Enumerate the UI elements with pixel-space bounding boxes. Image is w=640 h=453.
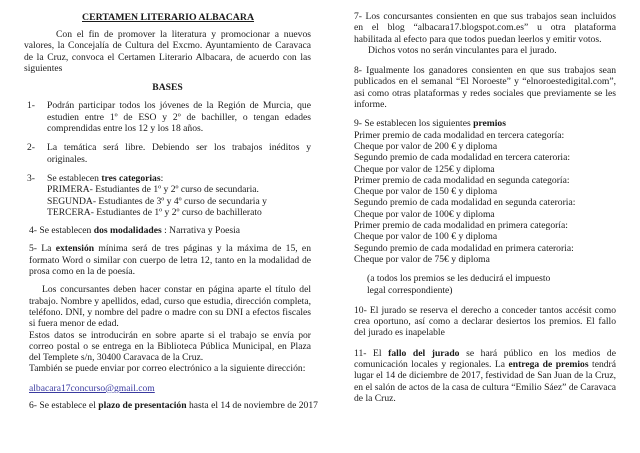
rule-number: 3- [27, 172, 35, 184]
rule-text-prefix: Se establecen [47, 172, 102, 184]
prize-line: Primer premio de cada modalidad en primera categoría: [354, 220, 568, 232]
tax-note: (a todos los premios se les deducirá el impuesto legal correspondiente) [367, 273, 551, 296]
document-title: CERTAMEN LITERARIO ALBACARA [82, 12, 255, 23]
modalities-emphasis: dos modalidades [93, 225, 162, 237]
rule-text-prefix: 4- Se establecen [29, 225, 94, 237]
extension-emphasis: extensión [55, 243, 95, 255]
prizes-emphasis: premios [473, 118, 506, 130]
rule-text: Podrán participar todos los jóvenes de la Región de Murcia, que estudien entre 1º de ESO y 2º de bachiller, o tengan edades comprendidas entre los 12 y los 18 años. [47, 100, 311, 135]
rule-11 [354, 348, 616, 404]
rule-10: 10- El jurado se reserva el derecho a conceder tantos accésit como crea oportuno, así como a declarar desiertos los premios. El fallo del jurado es inapelable [354, 304, 616, 339]
rule-text-suffix: : Narrativa y Poesia [161, 225, 241, 237]
prize-line: Cheque por valor de 200 € y diploma [354, 140, 498, 152]
rule-7 [354, 11, 616, 56]
rule-number: 2- [27, 142, 35, 154]
rule-text-suffix: : [160, 172, 164, 184]
rule-text [354, 118, 616, 129]
category-primera: PRIMERA- Estudiantes de 1º y 2º curso de secundaria. [47, 184, 259, 196]
email-note: También se puede enviar por correo electrónico a la siguiente dirección: [29, 363, 306, 375]
rule-text: La temática será libre. Debiendo ser los trabajos inéditos y originales. [47, 142, 311, 165]
left-column [24, 29, 318, 412]
intro-text: Con el fin de promover la literatura y promocionar a nuevos valores, la Concejalía de Cultura del Excmo. Ayuntamiento de Caravaca de la Cruz, convoca el Certamen Literario Albacara, de acuerdo con las siguientes [24, 29, 311, 74]
category-segunda: SEGUNDA- Estudiantes de 3º y 4º curso de secundaria y [47, 195, 267, 207]
rule-2 [27, 142, 311, 165]
rule-text-suffix: tendrá lugar el 14 de diciembre de 2017, festividad de San Juan de la Cruz, en el salón de actos de la casa de cultura “Emilio Sáez” de Caravaca de la Cruz. [354, 359, 617, 404]
category-tercera: TERCERA- Estudiantes de 1º y 2º curso de bachillerato [47, 206, 262, 218]
rule-text-prefix: 11- El [354, 347, 389, 359]
rule-number: 1- [27, 100, 35, 112]
right-column [354, 11, 616, 404]
prize-line: Segundo premio de cada modalidad en segunda cateroria: [354, 197, 576, 209]
email-link[interactable]: albacara17concurso@gmail.com [29, 382, 155, 394]
rule-text [47, 173, 311, 184]
participants-note-text: Los concursantes deben hacer constar en página aparte el título del trabajo. Nombre y apellidos, edad, curso que estudia, dirección completa, teléfono. DNI, y nombre del padre o madre con su DNI a efectos fiscales si fuera menor de edad. [29, 284, 311, 330]
votes-note: Dichos votos no serán vinculantes para el jurado. [368, 44, 557, 56]
jury-decision-emphasis: fallo del jurado [388, 347, 460, 359]
rule-text-suffix: hasta el 14 de noviembre de 2017 [186, 400, 318, 412]
submission-note: Estos datos se introducirán en sobre aparte si el trabajo se envía por correo postal o se entrega en la Biblioteca Pública Municipal, en Plaza del Templete s/n, 30400 Caravaca de la Cruz. [29, 329, 311, 364]
rule-text-prefix: 6- Se establece el [29, 400, 99, 412]
rule-text: 7- Los concursantes consienten en que sus trabajos sean incluidos en el blog “albacara17.blogspot.com.es” u otra plataforma habilitada al efecto para que todos puedan leerlos y emitir votos. [354, 11, 616, 45]
award-ceremony-emphasis: entrega de premios [508, 359, 589, 371]
rule-4 [29, 225, 311, 236]
prize-line: Primer premio de cada modalidad en segunda categoría: [354, 174, 570, 186]
prize-line: Cheque por valor de 125€ y diploma [354, 163, 495, 175]
prize-line: Segundo premio de cada modalidad en tercera cateroria: [354, 152, 571, 164]
rule-9 [354, 118, 616, 295]
prize-line: Segundo premio de cada modalidad en primera cateroria: [354, 242, 574, 254]
rule-text-suffix: mínima será de tres páginas y la máxima de 15, en formato Word o similar con cuerpo de letra 12, tanto en la modalidad de prosa como en la de poesía. [29, 243, 311, 278]
prize-line: Cheque por valor de 100 € y diploma [354, 231, 498, 243]
rule-6 [29, 400, 318, 412]
prize-line: Cheque por valor de 75€ y diploma [354, 253, 490, 265]
prize-line: Cheque por valor de 150 € y diploma [354, 186, 498, 198]
participants-note [29, 284, 311, 329]
categories-emphasis: tres categorias [101, 172, 161, 184]
rule-text-prefix: 5- La [29, 243, 56, 255]
deadline-emphasis: plazo de presentación [98, 400, 187, 412]
intro-paragraph [24, 29, 311, 74]
bases-heading: BASES [152, 82, 183, 94]
rule-text-middle: se hará público en los medios de comunicación locales y regionales. La [354, 347, 616, 371]
rule-8: 8- Igualmente los ganadores consienten en que sus trabajos sean publicados en el semanal “El Noroeste” y “elnoroestedigital.com”, asi como otras plataformas y redes sociales que previamente se les informe. [354, 65, 616, 111]
rule-text-prefix: 9- Se establecen los siguientes [354, 118, 474, 130]
rule-1 [27, 100, 311, 134]
prize-line: Cheque por valor de 100€ y diploma [354, 208, 495, 220]
rule-5 [29, 243, 311, 277]
rule-3 [27, 173, 311, 218]
prize-line: Primer premio de cada modalidad en tercera categoría: [354, 129, 565, 141]
